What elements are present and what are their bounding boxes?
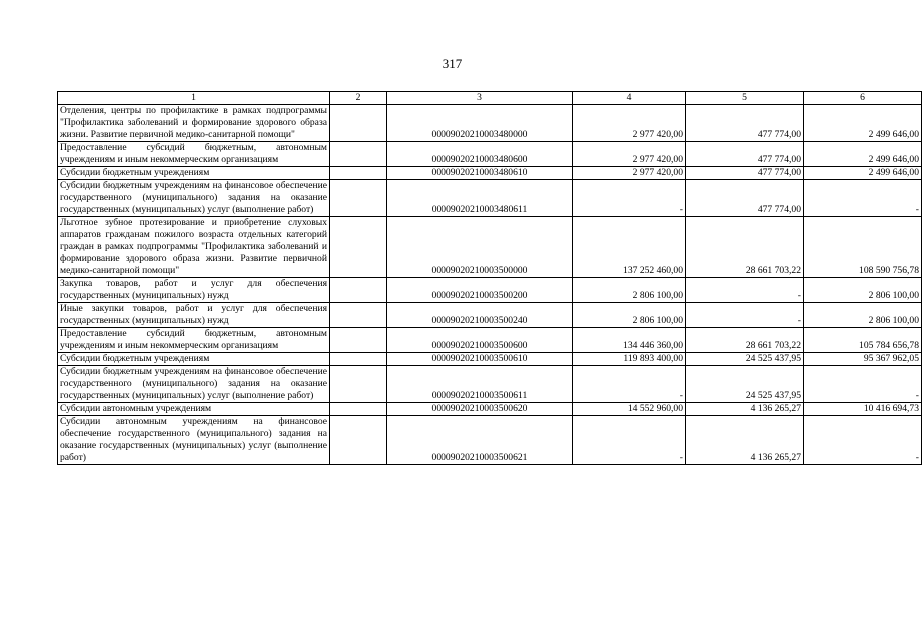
header-col-1: 1 (58, 92, 330, 105)
table-row (58, 328, 922, 353)
row-value-5: 28 661 703,22 (686, 328, 804, 353)
header-col-6: 6 (804, 92, 922, 105)
row-value-4: - (573, 366, 686, 403)
row-name: Субсидии бюджетным учреждениям (58, 167, 330, 180)
header-col-5: 5 (686, 92, 804, 105)
row-name: Субсидии бюджетным учреждениям на финансовое обеспечение государственного (муниципального) задания на оказание государственных (муниципальных) услуг (выполнение работ) (58, 366, 330, 403)
row-value-4: 137 252 460,00 (573, 217, 686, 278)
row-value-5: 28 661 703,22 (686, 217, 804, 278)
row-value-5: 4 136 265,27 (686, 416, 804, 465)
row-value-4: - (573, 416, 686, 465)
table-row (58, 303, 922, 328)
row-name: Предоставление субсидий бюджетным, автономным учреждениям и иным некоммерческим организациям (58, 328, 330, 353)
row-name: Предоставление субсидий бюджетным, автономным учреждениям и иным некоммерческим организациям (58, 142, 330, 167)
table-row (58, 180, 922, 217)
row-value-6: 10 416 694,73 (804, 403, 922, 416)
row-value-5: 24 525 437,95 (686, 353, 804, 366)
row-value-5: 4 136 265,27 (686, 403, 804, 416)
row-col2 (330, 142, 387, 167)
table-row (58, 167, 922, 180)
header-col-3: 3 (387, 92, 573, 105)
table-row (58, 353, 922, 366)
row-name: Закупка товаров, работ и услуг для обеспечения государственных (муниципальных) нужд (58, 278, 330, 303)
row-code: 00009020210003500621 (387, 416, 573, 465)
row-col2 (330, 328, 387, 353)
row-value-5: 477 774,00 (686, 105, 804, 142)
row-col2 (330, 278, 387, 303)
row-col2 (330, 353, 387, 366)
row-value-4: 2 806 100,00 (573, 303, 686, 328)
row-code: 00009020210003480000 (387, 105, 573, 142)
row-value-5: 477 774,00 (686, 142, 804, 167)
row-col2 (330, 167, 387, 180)
row-code: 00009020210003480611 (387, 180, 573, 217)
row-value-5: 477 774,00 (686, 167, 804, 180)
row-code: 00009020210003500200 (387, 278, 573, 303)
row-value-4: 2 977 420,00 (573, 105, 686, 142)
row-code: 00009020210003500611 (387, 366, 573, 403)
row-code: 00009020210003500600 (387, 328, 573, 353)
table-row (58, 278, 922, 303)
row-name: Льготное зубное протезирование и приобретение слуховых аппаратов гражданам пожилого возраста отдельных категорий граждан в рамках подпрограммы "Профилактика заболеваний и формирование здорового образа жизни. Развитие первичной медико-санитарной помощи" (58, 217, 330, 278)
row-value-4: 119 893 400,00 (573, 353, 686, 366)
row-value-4: 134 446 360,00 (573, 328, 686, 353)
row-value-4: - (573, 180, 686, 217)
table-row (58, 105, 922, 142)
table-row (58, 416, 922, 465)
row-value-6: 108 590 756,78 (804, 217, 922, 278)
row-value-5: 477 774,00 (686, 180, 804, 217)
header-col-2: 2 (330, 92, 387, 105)
row-col2 (330, 416, 387, 465)
table-row (58, 403, 922, 416)
row-col2 (330, 403, 387, 416)
row-col2 (330, 217, 387, 278)
page-number: 317 (442, 56, 463, 71)
row-code: 00009020210003500620 (387, 403, 573, 416)
row-value-4: 14 552 960,00 (573, 403, 686, 416)
row-value-5: - (686, 278, 804, 303)
row-col2 (330, 180, 387, 217)
row-col2 (330, 105, 387, 142)
row-code: 00009020210003500610 (387, 353, 573, 366)
row-value-4: 2 977 420,00 (573, 167, 686, 180)
row-col2 (330, 366, 387, 403)
row-value-4: 2 806 100,00 (573, 278, 686, 303)
row-col2 (330, 303, 387, 328)
row-value-5: - (686, 303, 804, 328)
row-name: Субсидии бюджетным учреждениям (58, 353, 330, 366)
row-value-6: 2 499 646,00 (804, 105, 922, 142)
table-row (58, 142, 922, 167)
row-code: 00009020210003480610 (387, 167, 573, 180)
table-row (58, 366, 922, 403)
row-code: 00009020210003500000 (387, 217, 573, 278)
row-value-6: - (804, 366, 922, 403)
row-name: Иные закупки товаров, работ и услуг для обеспечения государственных (муниципальных) нужд (58, 303, 330, 328)
budget-table (57, 91, 922, 465)
row-value-6: 95 367 962,05 (804, 353, 922, 366)
row-value-6: 105 784 656,78 (804, 328, 922, 353)
row-value-6: 2 806 100,00 (804, 278, 922, 303)
row-value-6: - (804, 416, 922, 465)
row-code: 00009020210003500240 (387, 303, 573, 328)
row-value-6: 2 499 646,00 (804, 142, 922, 167)
row-name: Субсидии автономным учреждениям (58, 403, 330, 416)
row-value-5: 24 525 437,95 (686, 366, 804, 403)
row-value-4: 2 977 420,00 (573, 142, 686, 167)
row-value-6: 2 499 646,00 (804, 167, 922, 180)
row-value-6: - (804, 180, 922, 217)
row-code: 00009020210003480600 (387, 142, 573, 167)
row-name: Субсидии бюджетным учреждениям на финансовое обеспечение государственного (муниципального) задания на оказание государственных (муниципальных) услуг (выполнение работ) (58, 180, 330, 217)
row-name: Отделения, центры по профилактике в рамках подпрограммы "Профилактика заболеваний и формирование здорового образа жизни. Развитие первичной медико-санитарной помощи" (58, 105, 330, 142)
header-col-4: 4 (573, 92, 686, 105)
row-value-6: 2 806 100,00 (804, 303, 922, 328)
table-header-row (58, 92, 922, 105)
row-name: Субсидии автономным учреждениям на финансовое обеспечение государственного (муниципального) задания на оказание государственных (муниципальных) услуг (выполнение работ) (58, 416, 330, 465)
table-row (58, 217, 922, 278)
